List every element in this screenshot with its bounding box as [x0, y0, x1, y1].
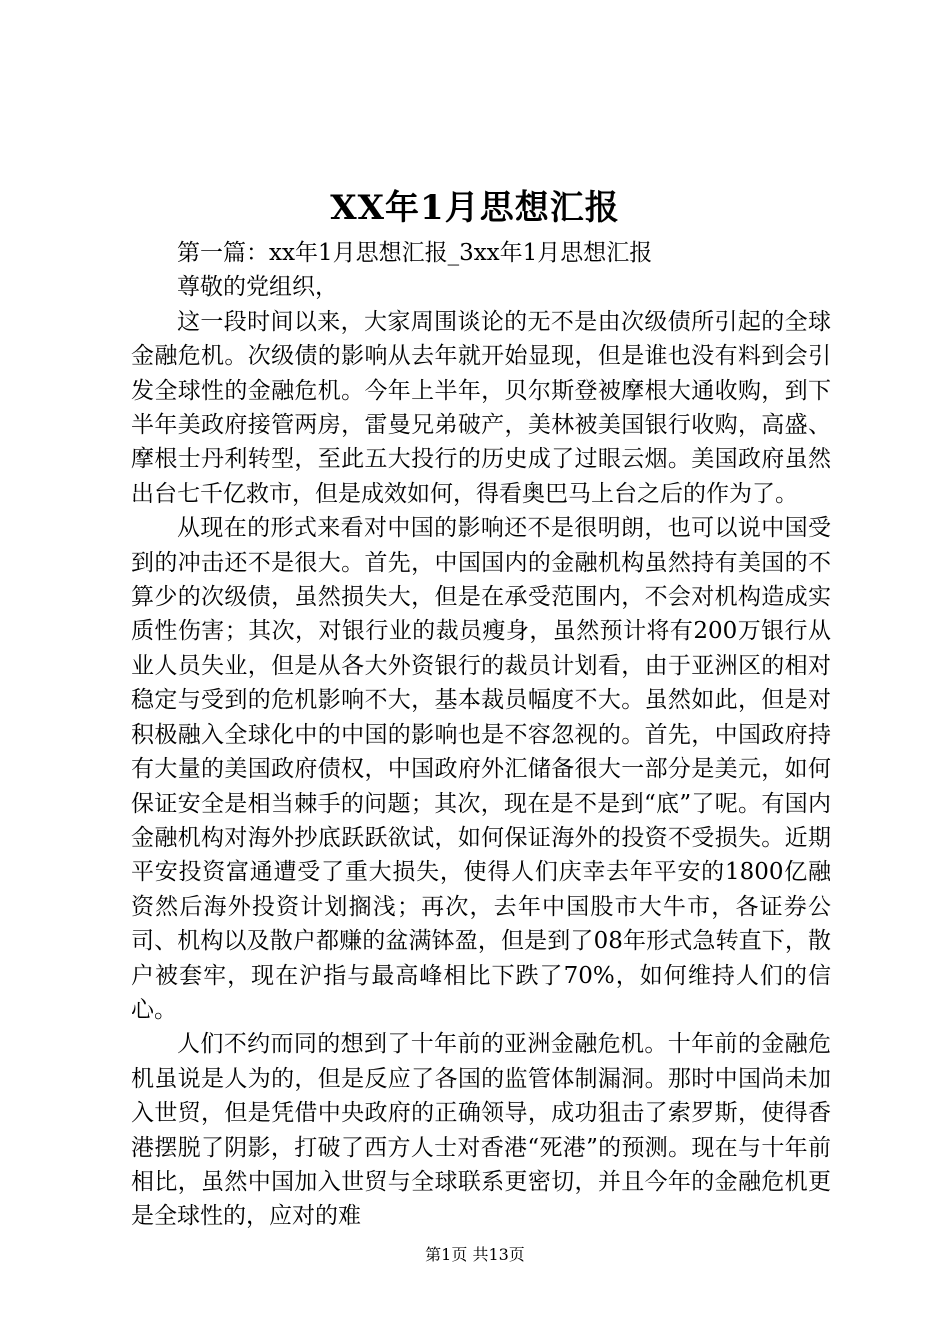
document-subtitle: 第一篇：xx年1月思想汇报_3xx年1月思想汇报 — [177, 240, 653, 266]
body-paragraph: 这一段时间以来，大家周围谈论的无不是由次级债所引起的全球金融危机。次级债的影响从去年就开始显现，但是谁也没有料到会引发全球性的金融危机。今年上半年，贝尔斯登被摩根大通收购，到下半年美政府接管两房，雷曼兄弟破产，美林被美国银行收购，高盛、摩根士丹利转型，至此五大投行的历史成了过眼云烟。美国政府虽然出台七千亿救市，但是成效如何，得看奥巴马上台之后的作为了。 — [131, 308, 831, 507]
page-footer — [0, 1243, 950, 1267]
body-paragraph: 从现在的形式来看对中国的影响还不是很明朗，也可以说中国受到的冲击还不是很大。首先，中国国内的金融机构虽然持有美国的不算少的次级债，虽然损失大，但是在承受范围内，不会对机构造成实质性伤害；其次，对银行业的裁员瘦身，虽然预计将有200万银行从业人员失业，但是从各大外资银行的裁员计划看，由于亚洲区的相对稳定与受到的危机影响不大，基本裁员幅度不大。虽然如此，但是对积极融入全球化中的中国的影响也是不容忽视的。首先，中国政府持有大量的美国政府债权，中国政府外汇储备很大一部分是美元，如何保证安全是相当棘手的问题；其次，现在是不是到“底”了呢。有国内金融机构对海外抄底跃跃欲试，如何保证海外的投资不受损失。近期平安投资富通遭受了重大损失，使得人们庆幸去年平安的1800亿融资然后海外投资计划搁浅；再次，去年中国股市大牛市，各证券公司、机构以及散户都赚的盆满钵盈，但是到了08年形式急转直下，散户被套牢，现在沪指与最高峰相比下跌了70%，如何维持人们的信心。 — [131, 515, 831, 1023]
document-title: XX年1月思想汇报 — [330, 188, 620, 228]
document-body — [131, 236, 831, 1234]
body-paragraph: 人们不约而同的想到了十年前的亚洲金融危机。十年前的金融危机虽说是人为的，但是反应了各国的监管体制漏洞。那时中国尚未加入世贸，但是凭借中央政府的正确领导，成功狙击了索罗斯，使得香港摆脱了阴影，打破了西方人士对香港“死港”的预测。现在与十年前相比，虽然中国加入世贸与全球联系更密切，并且今年的金融危机更是全球性的，应对的难 — [131, 1031, 831, 1230]
salutation: 尊敬的党组织， — [177, 274, 338, 301]
page-indicator: 第1页 共13页 — [425, 1245, 525, 1264]
